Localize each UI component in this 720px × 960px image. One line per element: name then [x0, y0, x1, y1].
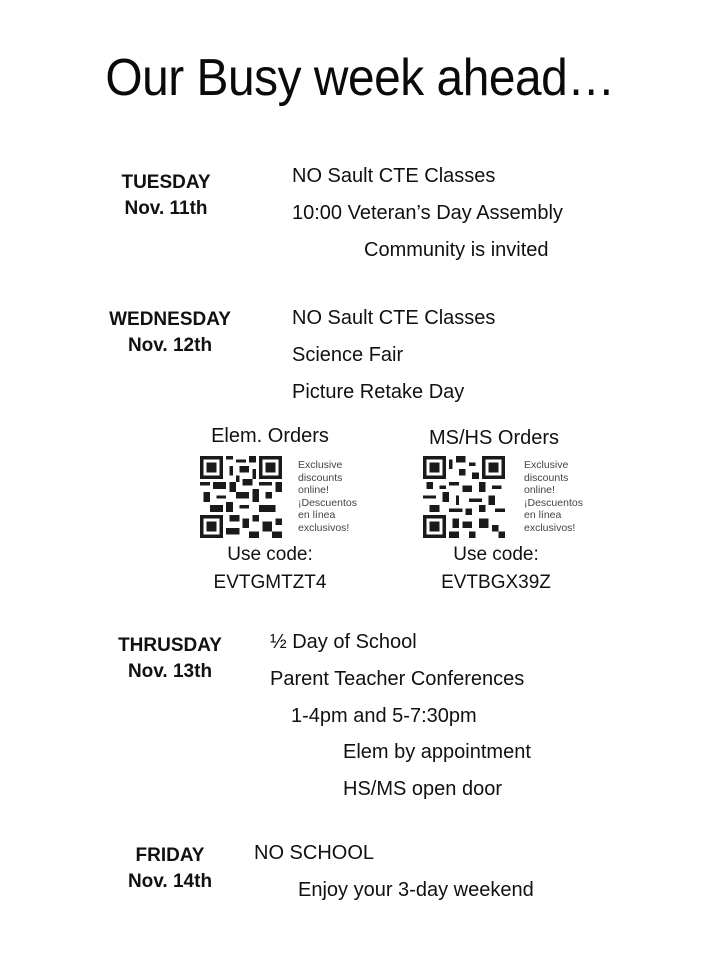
- event-item: Enjoy your 3-day weekend: [298, 879, 534, 901]
- qr-code-icon[interactable]: [423, 456, 505, 538]
- day-date: Nov. 12th: [127, 335, 213, 356]
- day-label-friday: [80, 843, 260, 895]
- promo-code: EVTGMTZT4: [213, 572, 327, 593]
- event-item: ½ Day of School: [270, 631, 417, 653]
- event-item: NO Sault CTE Classes: [292, 307, 496, 329]
- day-date: Nov. 11th: [124, 198, 208, 219]
- event-item: Parent Teacher Conferences: [270, 668, 525, 690]
- day-name: FRIDAY: [135, 845, 205, 866]
- day-name: WEDNESDAY: [109, 309, 231, 330]
- event-item: Community is invited: [364, 239, 549, 261]
- event-item: 10:00 Veteran’s Day Assembly: [292, 202, 563, 224]
- promo-code: EVTBGX39Z: [441, 572, 551, 593]
- event-item: 1-4pm and 5-7:30pm: [291, 705, 477, 727]
- day-label-wednesday: [80, 307, 260, 359]
- event-item: Picture Retake Day: [292, 381, 465, 403]
- elem-orders-heading: Elem. Orders: [211, 425, 329, 447]
- mshs-orders-heading: MS/HS Orders: [428, 427, 560, 449]
- day-date: Nov. 13th: [127, 661, 213, 682]
- event-item: Elem by appointment: [343, 741, 531, 763]
- use-code-label: Use code:: [453, 544, 539, 565]
- discount-note: Exclusive discounts online! ¡Descuentos en línea exclusivos!: [298, 459, 357, 534]
- day-label-tuesday: [76, 170, 256, 222]
- day-date: Nov. 14th: [127, 871, 213, 892]
- qr-code-icon[interactable]: [200, 456, 282, 538]
- day-label-thursday: [80, 633, 260, 685]
- discount-note: Exclusive discounts online! ¡Descuentos en línea exclusivos!: [524, 459, 583, 534]
- page-title: Our Busy week ahead…: [105, 49, 615, 107]
- event-item: NO Sault CTE Classes: [292, 165, 496, 187]
- day-name: TUESDAY: [121, 172, 211, 193]
- event-item: Science Fair: [292, 344, 404, 366]
- event-item: HS/MS open door: [343, 778, 502, 800]
- event-item: NO SCHOOL: [254, 842, 375, 864]
- use-code-label: Use code:: [227, 544, 313, 565]
- day-name: THRUSDAY: [118, 635, 222, 656]
